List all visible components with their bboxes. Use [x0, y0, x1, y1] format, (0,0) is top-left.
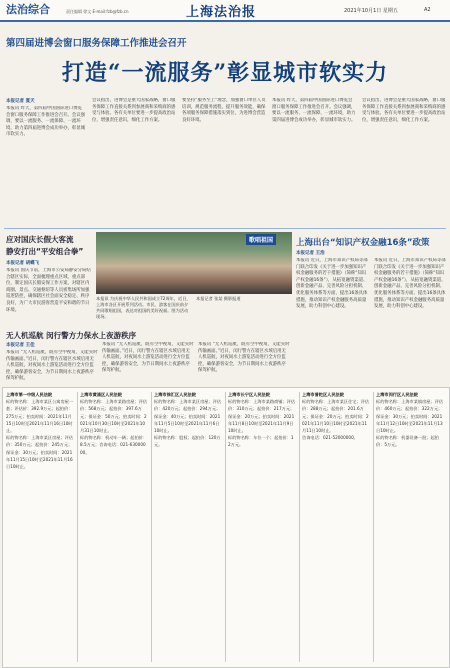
column-divider — [77, 392, 78, 662]
lead-paragraph-1-continued: 本报讯 昨天，第四届中国国际进口博览会窗口服务保障工作推进会召开。会议强调，要以一流服务、一流保障、一流环境，助力第四届进博会成功举办，彰显城市软实力。 — [272, 98, 356, 123]
notice-title: 上海市第一中级人民法院 — [6, 392, 53, 397]
notice-item: 标的物名称：机器设备一批；起拍价：5万元。 — [376, 435, 439, 448]
column-divider — [373, 392, 374, 662]
story-bottom-text-1: 本报讯 “无人机巡航，既有空中视角，又能实时传输画面。”近日，闵行警方在辖区水域启用无人机巡航，对夜间水上游览活动进行全方位监控，确保游客安全，为节日期间水上夜游秩序保驾护航。 — [6, 350, 98, 382]
story-left-title-2: 静安打出“平安组合拳” — [6, 247, 84, 256]
notice-title: 上海市闵行区人民法院 — [376, 392, 418, 397]
notice-item: 标的物名称：车位一个；起拍价：12万元。 — [228, 435, 294, 448]
photo-caption: 本报讯 为庆祝中华人民共和国成立72周年，近日，上海市各区开展系列活动。市民、游客在国庆前夕共同歌唱祖国，表达对祖国的美好祝福。图为活动现场。 — [96, 296, 191, 319]
notice-title: 上海市普陀区人民法院 — [302, 392, 344, 397]
notice-title: 上海市长宁区人民法院 — [228, 392, 270, 397]
lead-paragraph-1: 本报讯 昨天，第四届中国国际进口博览会窗口服务保障工作推进会召开。会议强调，要以一流服务、一流保障、一流环境，助力第四届进博会成功举办，彰显城市软实力。 — [6, 106, 86, 138]
masthead — [0, 0, 450, 22]
story-left-title-1: 应对国庆长假大客流 — [6, 235, 74, 244]
newspaper-logo: 上海法治报 — [186, 5, 257, 20]
issue-date: 2021年10月1日 星期五 — [344, 8, 398, 14]
notice-item: 标的物名称：上海市某路商铺；评估价：310万元；起拍价：217万元；保证金：20万元；拍卖时间：2021年11月8日10时至2021年11月9日10时止。 — [228, 399, 296, 434]
notice-item: 标的物名称：机动车一辆；起拍价：8.5万元；咨询电话：021-63000000。 — [80, 435, 148, 455]
notice-item: 标的物名称：上海市某区房屋；评估价：420万元；起拍价：294万元；保证金：40万元；拍卖时间：2021年11月5日10时至2021年11月6日10时止。 — [154, 399, 222, 434]
lead-paragraph-2-continued: 会议指出，进博会是重大国家战略，窗口服务保障工作直接关系到参展商和采购商的感受与体验。各有关单位要进一步提高政治站位，增强责任意识，细化工作方案。 — [362, 98, 446, 123]
lead-paragraph-3: 要坚持“服务至上”理念，加强窗口单位人员培训，规范服务流程，提升服务效能，确保各项服务保障措施落实到位，为进博会营造良好环境。 — [182, 98, 266, 123]
notice-item: 标的物名称：上海市某区公寓房屋一套；评估价：392.9万元；起拍价：275万元；拍卖时间：2021年11月15日10时至2021年11月16日10时止。 — [6, 399, 74, 434]
notice-item: 咨询电话：021-52000000。 — [302, 435, 358, 441]
lead-byline: 本报记者 夏天 — [6, 99, 35, 104]
notice-item: 标的物名称：上海市某区房屋；评估价：350万元；起拍价：245万元；保证金：30万元；拍卖时间：2021年11月15日10时至2021年11月16日10时止。 — [6, 435, 74, 470]
notice-item: 标的物名称：上海市某区住宅；评估价：288万元；起拍价：201.6万元；保证金：20万元；拍卖时间：2021年11月10日10时至2021年11月11日10时止。 — [302, 399, 370, 434]
story-left-byline: 本报记者 胡蝶飞 — [6, 261, 40, 266]
notice-column — [228, 391, 296, 663]
section-divider — [4, 228, 446, 229]
notice-column — [376, 391, 444, 663]
notice-column — [6, 391, 74, 663]
lead-paragraph-2: 会议指出，进博会是重大国家战略，窗口服务保障工作直接关系到参展商和采购商的感受与体验。各有关单位要进一步提高政治站位，增强责任意识，细化工作方案。 — [92, 98, 176, 123]
kicker: 第四届进博会窗口服务保障工作推进会召开 — [6, 38, 187, 49]
news-photo — [96, 232, 292, 294]
story-right-byline: 本报记者 王浩 — [296, 251, 325, 256]
photo-tag: 歌唱祖国 — [246, 234, 276, 245]
headline: 打造“一流服务”彰显城市软实力 — [61, 60, 389, 86]
section-title: 法治综合 — [6, 3, 50, 16]
story-right-text-1: 本报讯 近日，上海市知识产权局等部门联合印发《关于进一步加强知识产权金融服务的若干措施》（简称“知识产权金融16条”），从拓宽融资渠道、创新金融产品、完善风险分担机制、优化服务体系等方面，提出16条具体措施，推动知识产权金融服务高质量发展，助力科创中心建设。 — [296, 258, 368, 310]
story-bottom-text-2: 本报讯 “无人机巡航，既有空中视角，又能实时传输画面。”近日，闵行警方在辖区水域启用无人机巡航，对夜间水上游览活动进行全方位监控，确保游客安全，为节日期间水上夜游秩序保驾护航。 — [102, 342, 194, 374]
notice-column — [154, 391, 222, 663]
editor-meta: 责任编辑 徐文 E-mail:fzb@fzb.cn — [66, 9, 129, 14]
story-right-text-2: 本报讯 近日，上海市知识产权局等部门联合印发《关于进一步加强知识产权金融服务的若干措施》（简称“知识产权金融16条”），从拓宽融资渠道、创新金融产品、完善风险分担机制、优化服务体系等方面，提出16条具体措施，推动知识产权金融服务高质量发展，助力科创中心建设。 — [374, 258, 446, 310]
column-divider — [151, 392, 152, 662]
column-divider — [299, 392, 300, 662]
notice-title: 上海市徐汇区人民法院 — [154, 392, 196, 397]
page-number: A2 — [424, 7, 431, 13]
photo-credit: 本报记者 张某 摄影报道 — [196, 296, 241, 301]
story-bottom-title: 无人机巡航 闵行警方力保水上夜游秩序 — [6, 331, 137, 340]
column-divider — [225, 392, 226, 662]
story-left-text: 本报讯 国庆节前，上海市公安局静安分局结合辖区实际，全面梳理重点区域、重点部位，制定国庆长假安保工作方案，对辖区内商圈、景点、交通枢纽等人员密集场所加强巡逻防控，确保辖区社会面安全稳定、秩序良好，为广大市民游客营造平安和谐的节日环境。 — [6, 268, 91, 313]
notice-column — [302, 391, 370, 663]
notice-title: 上海市黄浦区人民法院 — [80, 392, 122, 397]
notice-item: 标的物名称：上海市某路房屋；评估价：568万元；起拍价：397.6万元；保证金：50万元；拍卖时间：2021年10月30日10时至2021年10月31日10时止。 — [80, 399, 148, 434]
story-bottom-byline: 本报记者 王佳 — [6, 343, 35, 348]
notice-item: 标的物名称：上海市某镇房屋；评估价：460万元；起拍价：322万元；保证金：30万元；拍卖时间：2021年11月12日10时至2021年11月13日10时止。 — [376, 399, 444, 434]
story-bottom-text-3: 本报讯 “无人机巡航，既有空中视角，又能实时传输画面。”近日，闵行警方在辖区水域启用无人机巡航，对夜间水上游览活动进行全方位监控，确保游客安全，为节日期间水上夜游秩序保驾护航。 — [198, 342, 290, 374]
auction-notices — [2, 387, 450, 668]
notice-column — [80, 391, 148, 663]
story-right-title: 上海出台“知识产权金融16条”政策 — [296, 238, 430, 248]
notice-item: 标的物名称：股权；起拍价：120万元。 — [154, 435, 221, 448]
